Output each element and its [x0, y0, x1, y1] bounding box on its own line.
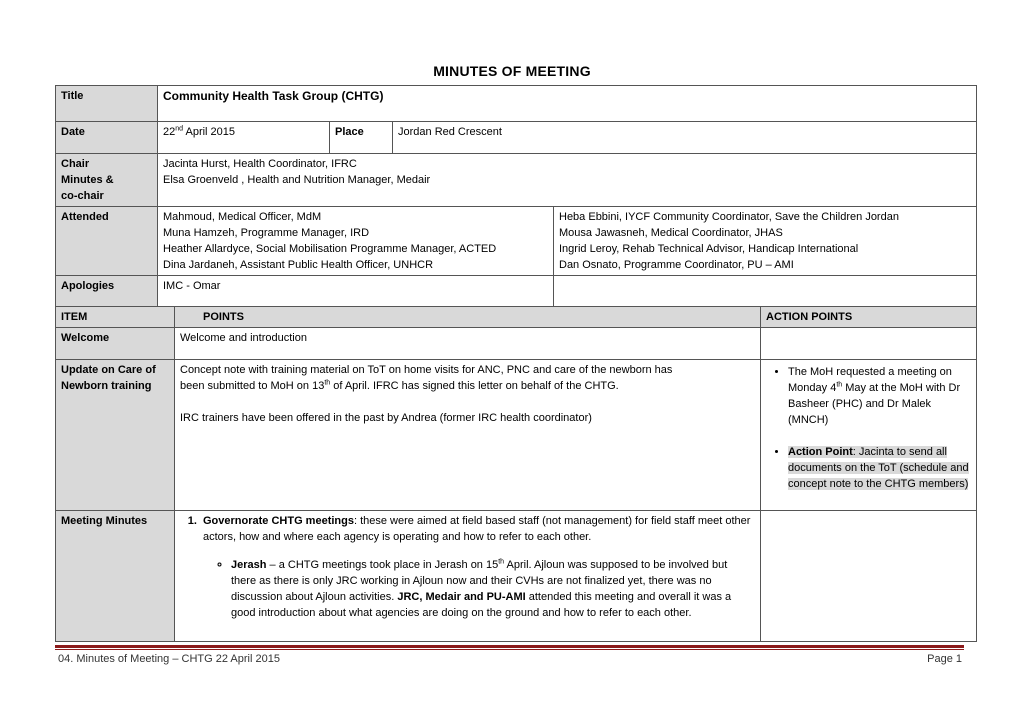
chair-values — [158, 154, 977, 207]
footer-page-number: Page 1 — [927, 653, 962, 665]
newborn-actions — [761, 360, 977, 511]
attended-left — [158, 207, 554, 276]
col-header-points: POINTS — [175, 307, 761, 328]
attendee: Heba Ebbini, IYCF Community Coordinator, Save the Children Jordan — [559, 211, 899, 223]
attendee: Dan Osnato, Programme Coordinator, PU – AMI — [559, 259, 794, 271]
attendee: Ingrid Leroy, Rehab Technical Advisor, Handicap International — [559, 243, 859, 255]
attendee: Mousa Jawasneh, Medical Coordinator, JHAS — [559, 227, 783, 239]
newborn-point-line: been submitted to MoH on 13th of April. IFRC has signed this letter on behalf of the CHTG. — [180, 379, 619, 392]
attendee: Mahmoud, Medical Officer, MdM — [163, 211, 322, 223]
col-header-item: ITEM — [56, 307, 175, 328]
footer-document-name: 04. Minutes of Meeting – CHTG 22 April 2015 — [58, 653, 280, 665]
welcome-actions — [761, 328, 977, 360]
welcome-points: Welcome and introduction — [175, 328, 761, 360]
newborn-points — [175, 360, 761, 511]
chair-labels — [56, 154, 158, 207]
welcome-item: Welcome — [56, 328, 175, 360]
place-label: Place — [330, 122, 393, 154]
cochair-label: co-chair — [61, 190, 104, 202]
action-point-item: • The MoH requested a meeting on Monday 4th May at the MoH with Dr Basheer (PHC) and Dr Malek (MNCH) — [788, 364, 971, 428]
place-value: Jordan Red Crescent — [393, 122, 977, 154]
attendee: Dina Jardaneh, Assistant Public Health Officer, UNHCR — [163, 259, 434, 271]
date-label: Date — [56, 122, 158, 154]
newborn-point-line: Concept note with training material on ToT on home visits for ANC, PNC and care of the newborn has — [180, 364, 673, 376]
title-label: Title — [56, 86, 158, 122]
footer-rule-thin — [55, 649, 964, 650]
minutes-label: Minutes & — [61, 174, 114, 186]
meeting-header-table — [55, 85, 977, 312]
jerash-item: ◦ Jerash – a CHTG meetings took place in Jerash on 15th April. Ajloun was supposed to be involved but there as there is only JRC working in Ajloun now and their CVHs are not finalized yet, there was no discussion about Ajloun activities. JRC, Medair and PU-AMI attended this meeting and overall it was a good introduction about what agencies are doing on the ground and how to refer to each other. — [231, 557, 755, 621]
attended-right — [554, 207, 977, 276]
action-point-item: • Action Point: Jacinta to send all documents on the ToT (schedule and concept note to the CHTG members) — [788, 444, 971, 492]
items-table — [55, 306, 977, 642]
attendee: Heather Allardyce, Social Mobilisation Programme Manager, ACTED — [163, 243, 497, 255]
minutes-value: Elsa Groenveld , Health and Nutrition Manager, Medair — [163, 174, 431, 186]
minutes-item: Meeting Minutes — [56, 511, 175, 642]
apologies-label: Apologies — [56, 276, 158, 312]
footer-rule — [55, 645, 964, 648]
minutes-points — [175, 511, 761, 642]
minutes-actions — [761, 511, 977, 642]
title-value: Community Health Task Group (CHTG) — [158, 86, 977, 122]
chair-label: Chair — [61, 158, 90, 170]
apologies-value: IMC - Omar — [158, 276, 554, 312]
date-value: 22nd April 2015 — [158, 122, 330, 154]
governorate-meetings-item: 1. Governorate CHTG meetings: these were aimed at field based staff (not management) for field staff meet other actors, how and where each agency is operating and how to refer to each other. ◦ Jerash – a CHTG meetings took place in Jerash on 15th April. Ajloun was supposed to be involved but there as there is only JRC working in Ajloun now and their CVHs are not finalized yet, there was no discussion about Ajloun activities. JRC, Medair and PU-AMI attended this meeting and overall it was a good introduction about what agencies are doing on the ground and how to refer to each other. — [200, 513, 755, 621]
newborn-point-line: IRC trainers have been offered in the past by Andrea (former IRC health coordinator) — [180, 412, 592, 424]
col-header-actions: ACTION POINTS — [761, 307, 977, 328]
newborn-item: Update on Care of Newborn training — [56, 360, 175, 511]
attended-label: Attended — [56, 207, 158, 276]
document-title: MINUTES OF MEETING — [433, 63, 591, 79]
chair-value: Jacinta Hurst, Health Coordinator, IFRC — [163, 158, 357, 170]
attendee: Muna Hamzeh, Programme Manager, IRD — [163, 227, 370, 239]
